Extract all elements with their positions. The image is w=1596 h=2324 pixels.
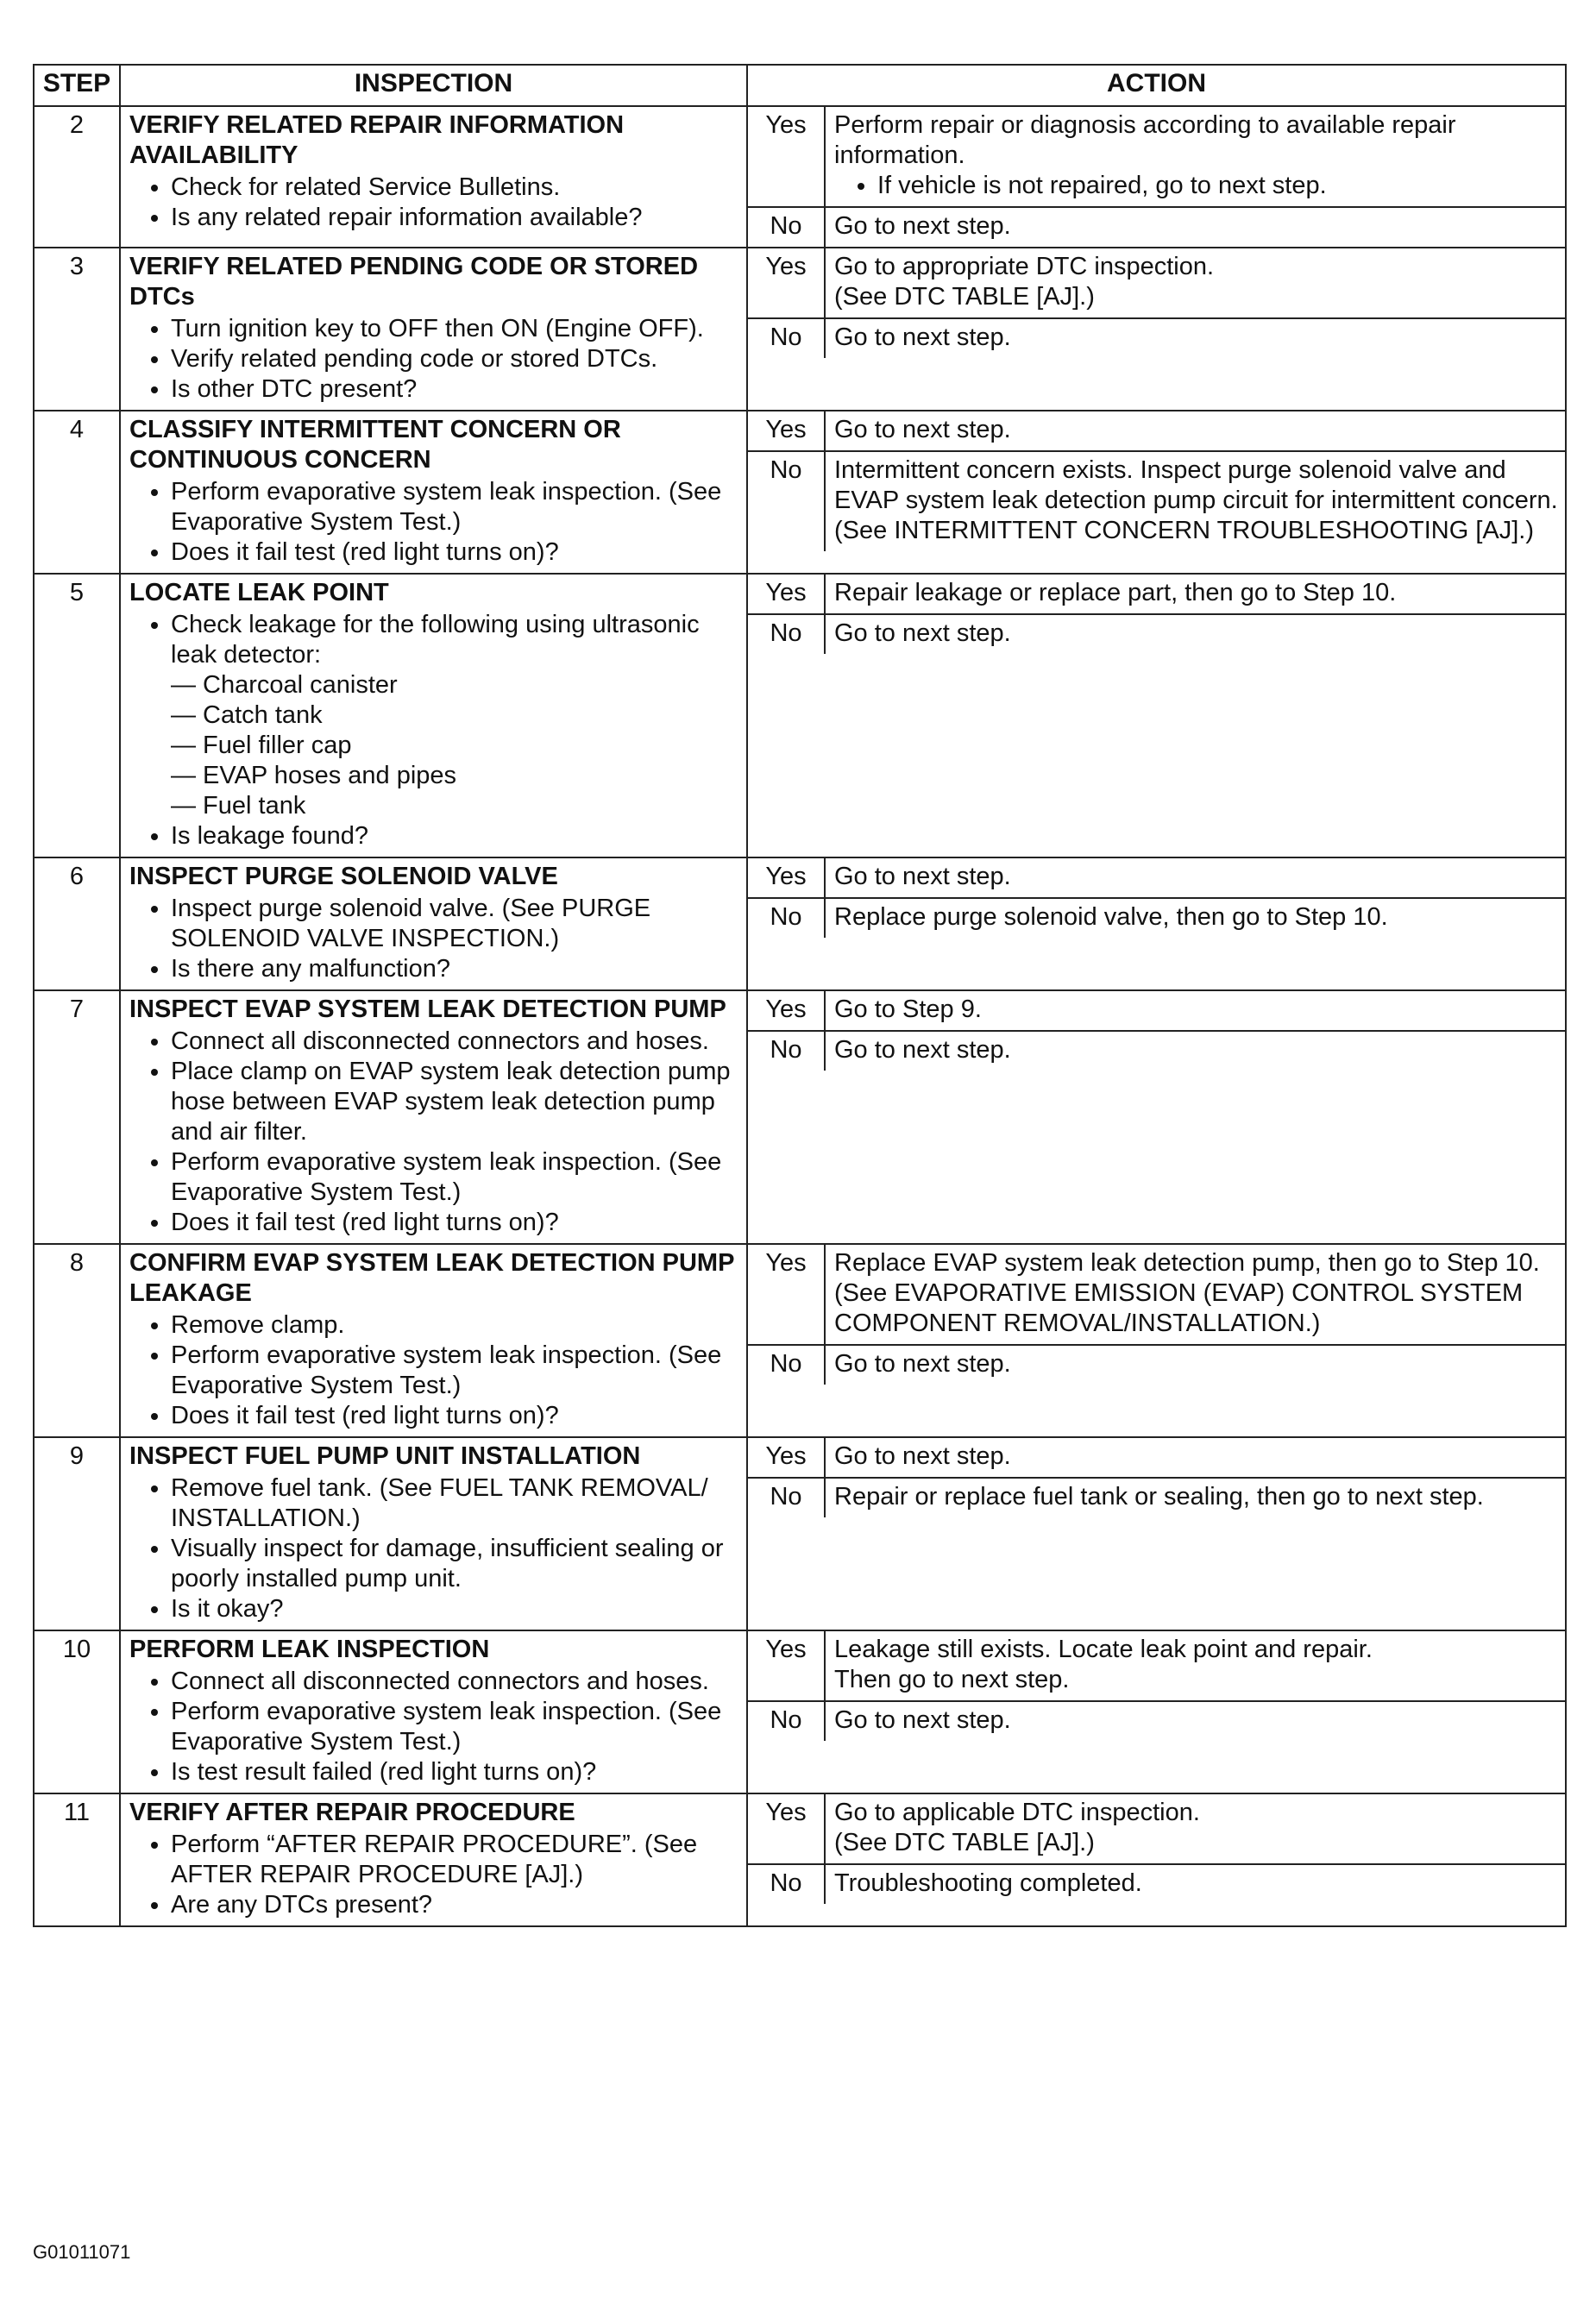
step-number: 7 <box>34 990 120 1244</box>
action-cell <box>747 990 1566 1244</box>
step-number: 10 <box>34 1630 120 1793</box>
inspection-bullet-text: Turn ignition key to OFF then ON (Engine OFF). <box>171 315 704 342</box>
inspection-subitem: — Catch tank <box>171 701 323 729</box>
action-text <box>825 1631 1565 1701</box>
step-row <box>34 1630 1566 1793</box>
answer-label: Yes <box>748 107 825 207</box>
inspection-bullet <box>171 1830 739 1890</box>
action-text <box>825 898 1565 938</box>
inspection-subitem: — Fuel filler cap <box>171 732 352 759</box>
action-text <box>825 318 1565 358</box>
inspection-cell <box>120 1793 747 1926</box>
inspection-subitem: — Fuel tank <box>171 792 306 820</box>
step-row <box>34 1793 1566 1926</box>
answer-label: No <box>748 898 825 938</box>
action-yes-row <box>748 1245 1565 1345</box>
inspection-bullet-text: Is there any malfunction? <box>171 955 451 983</box>
inspection-bullet-text: Perform evaporative system leak inspection. (See Evaporative System Test.) <box>171 478 722 536</box>
answer-label: Yes <box>748 1245 825 1345</box>
action-text <box>825 411 1565 451</box>
action-line: Repair or replace fuel tank or sealing, then go to next step. <box>834 1483 1484 1511</box>
answer-label: Yes <box>748 1631 825 1701</box>
action-text <box>825 107 1565 207</box>
inspection-bullet <box>171 1594 739 1624</box>
inspection-bullet <box>171 1057 739 1147</box>
inspection-bullet <box>171 1147 739 1208</box>
action-line: (See DTC TABLE [AJ].) <box>834 283 1095 311</box>
step-row <box>34 990 1566 1244</box>
action-text <box>825 248 1565 318</box>
inspection-bullet <box>171 314 739 344</box>
step-number: 2 <box>34 106 120 248</box>
inspection-bullets <box>129 314 739 405</box>
inspection-bullet-text: Perform evaporative system leak inspection. (See Evaporative System Test.) <box>171 1698 722 1756</box>
action-text <box>825 1864 1565 1904</box>
action-cell <box>747 857 1566 990</box>
action-line: Replace purge solenoid valve, then go to Step 10. <box>834 903 1388 931</box>
action-no-row <box>748 1031 1565 1071</box>
inspection-bullet <box>171 1401 739 1431</box>
troubleshooting-sheet <box>33 64 1565 1927</box>
answer-label: No <box>748 1701 825 1741</box>
action-line: Replace EVAP system leak detection pump, then go to Step 10. <box>834 1249 1540 1277</box>
inspection-bullet-text: Remove fuel tank. (See FUEL TANK REMOVAL/ INSTALLATION.) <box>171 1474 708 1532</box>
header-row <box>34 65 1566 106</box>
action-cell <box>747 1793 1566 1926</box>
step-row <box>34 1437 1566 1630</box>
inspection-bullets <box>129 1830 739 1920</box>
inspection-cell <box>120 857 747 990</box>
inspection-bullet <box>171 1890 739 1920</box>
answer-label: No <box>748 1031 825 1071</box>
inspection-bullet-text: Perform “AFTER REPAIR PROCEDURE”. (See AFTER REPAIR PROCEDURE [AJ].) <box>171 1831 698 1888</box>
action-subtable <box>748 1245 1565 1385</box>
step-row <box>34 248 1566 411</box>
action-no-row <box>748 614 1565 654</box>
header-inspection: INSPECTION <box>120 65 747 106</box>
inspection-bullet-text: Are any DTCs present? <box>171 1891 433 1919</box>
inspection-bullet <box>171 1341 739 1401</box>
inspection-bullet <box>171 1027 739 1057</box>
action-no-row <box>748 451 1565 551</box>
action-cell <box>747 411 1566 574</box>
action-line: Go to appropriate DTC inspection. <box>834 253 1215 280</box>
action-line: Then go to next step. <box>834 1666 1070 1693</box>
action-line: Go to next step. <box>834 1442 1011 1470</box>
inspection-bullet <box>171 344 739 374</box>
inspection-title: VERIFY RELATED PENDING CODE OR STORED DTCs <box>129 253 699 311</box>
inspection-sublist <box>171 670 739 821</box>
action-cell <box>747 1244 1566 1437</box>
inspection-title: INSPECT PURGE SOLENOID VALVE <box>129 863 558 890</box>
action-yes-row <box>748 248 1565 318</box>
inspection-bullets <box>129 1310 739 1431</box>
inspection-bullet-text: Remove clamp. <box>171 1311 345 1339</box>
inspection-cell <box>120 1437 747 1630</box>
inspection-cell <box>120 411 747 574</box>
step-number: 11 <box>34 1793 120 1926</box>
action-line: (See DTC TABLE [AJ].) <box>834 1829 1095 1856</box>
action-text <box>825 575 1565 614</box>
inspection-bullet-text: Is other DTC present? <box>171 375 418 403</box>
action-line: Go to next step. <box>834 212 1011 240</box>
action-line: Go to next step. <box>834 1706 1011 1734</box>
inspection-bullets <box>129 1027 739 1238</box>
inspection-title: VERIFY RELATED REPAIR INFORMATION AVAILABILITY <box>129 111 625 169</box>
action-yes-row <box>748 411 1565 451</box>
action-yes-row <box>748 858 1565 898</box>
inspection-bullet-text: Does it fail test (red light turns on)? <box>171 1402 559 1429</box>
action-subtable <box>748 991 1565 1071</box>
action-no-row <box>748 1864 1565 1904</box>
action-line: Leakage still exists. Locate leak point and repair. <box>834 1636 1373 1663</box>
inspection-bullet <box>171 537 739 568</box>
action-no-row <box>748 1701 1565 1741</box>
action-no-row <box>748 1478 1565 1517</box>
answer-label: No <box>748 207 825 247</box>
header-step: STEP <box>34 65 120 106</box>
action-text <box>825 614 1565 654</box>
inspection-bullet <box>171 894 739 954</box>
inspection-subitem: — Charcoal canister <box>171 671 398 699</box>
inspection-bullets <box>129 173 739 233</box>
action-line: Troubleshooting completed. <box>834 1869 1142 1897</box>
inspection-bullet <box>171 1310 739 1341</box>
action-line: Go to next step. <box>834 619 1011 647</box>
action-text <box>825 1478 1565 1517</box>
inspection-cell <box>120 574 747 857</box>
inspection-title: PERFORM LEAK INSPECTION <box>129 1636 490 1663</box>
action-cell <box>747 1437 1566 1630</box>
action-line: Intermittent concern exists. Inspect purge solenoid valve and EVAP system leak detection pump circuit for intermittent concern. <box>834 456 1558 514</box>
answer-label: No <box>748 1864 825 1904</box>
inspection-bullets <box>129 477 739 568</box>
inspection-bullets <box>129 1473 739 1624</box>
action-no-row <box>748 318 1565 358</box>
inspection-bullet-text: Verify related pending code or stored DTCs. <box>171 345 658 373</box>
inspection-bullet <box>171 821 739 851</box>
answer-label: No <box>748 1478 825 1517</box>
inspection-bullet <box>171 173 739 203</box>
answer-label: No <box>748 1345 825 1385</box>
inspection-bullet <box>171 1667 739 1697</box>
inspection-bullets <box>129 610 739 851</box>
action-yes-row <box>748 575 1565 614</box>
inspection-bullet-text: Is leakage found? <box>171 822 368 850</box>
inspection-bullet-text: Check for related Service Bulletins. <box>171 173 561 201</box>
inspection-bullet-text: Connect all disconnected connectors and hoses. <box>171 1027 709 1055</box>
answer-label: Yes <box>748 1794 825 1864</box>
step-row <box>34 857 1566 990</box>
action-text <box>825 991 1565 1031</box>
answer-label: Yes <box>748 248 825 318</box>
action-yes-row <box>748 107 1565 207</box>
inspection-bullet <box>171 1208 739 1238</box>
action-bullets <box>834 171 1560 201</box>
action-yes-row <box>748 1631 1565 1701</box>
action-line: Go to next step. <box>834 416 1011 443</box>
inspection-cell <box>120 1630 747 1793</box>
action-line: Go to next step. <box>834 1036 1011 1064</box>
inspection-bullet <box>171 1534 739 1594</box>
answer-label: Yes <box>748 858 825 898</box>
inspection-bullets <box>129 894 739 984</box>
answer-label: No <box>748 318 825 358</box>
action-text <box>825 1245 1565 1345</box>
action-bullet: • If vehicle is not repaired, go to next step. <box>877 171 1560 201</box>
action-no-row <box>748 207 1565 247</box>
action-yes-row <box>748 991 1565 1031</box>
inspection-bullet-text: Place clamp on EVAP system leak detection pump hose between EVAP system leak detection pump and air filter. <box>171 1058 731 1146</box>
action-line: Go to Step 9. <box>834 996 982 1023</box>
inspection-bullet <box>171 1757 739 1787</box>
action-subtable <box>748 107 1565 247</box>
answer-label: Yes <box>748 575 825 614</box>
step-row <box>34 106 1566 248</box>
action-subtable <box>748 575 1565 654</box>
action-subtable <box>748 1631 1565 1741</box>
header-action: ACTION <box>747 65 1566 106</box>
action-cell <box>747 574 1566 857</box>
action-line: (See INTERMITTENT CONCERN TROUBLESHOOTING [AJ].) <box>834 517 1535 544</box>
inspection-cell <box>120 106 747 248</box>
action-no-row <box>748 1345 1565 1385</box>
action-text <box>825 207 1565 247</box>
inspection-bullet <box>171 1697 739 1757</box>
inspection-bullet <box>171 1473 739 1534</box>
action-text <box>825 1794 1565 1864</box>
action-yes-row <box>748 1794 1565 1864</box>
action-subtable <box>748 248 1565 358</box>
inspection-bullet-text: Inspect purge solenoid valve. (See PURGE SOLENOID VALVE INSPECTION.) <box>171 895 651 952</box>
action-text <box>825 1438 1565 1478</box>
answer-label: No <box>748 614 825 654</box>
action-text <box>825 1031 1565 1071</box>
step-number: 4 <box>34 411 120 574</box>
inspection-subitem: — EVAP hoses and pipes <box>171 762 457 789</box>
action-no-row <box>748 898 1565 938</box>
inspection-bullet <box>171 203 739 233</box>
inspection-cell <box>120 1244 747 1437</box>
inspection-cell <box>120 990 747 1244</box>
action-text <box>825 451 1565 551</box>
action-line: (See EVAPORATIVE EMISSION (EVAP) CONTROL SYSTEM COMPONENT REMOVAL/INSTALLATION.) <box>834 1279 1524 1337</box>
action-cell <box>747 248 1566 411</box>
inspection-title: INSPECT EVAP SYSTEM LEAK DETECTION PUMP <box>129 996 726 1023</box>
inspection-cell <box>120 248 747 411</box>
action-line: Go to next step. <box>834 1350 1011 1378</box>
inspection-bullet-text: Does it fail test (red light turns on)? <box>171 1209 559 1236</box>
step-number: 5 <box>34 574 120 857</box>
inspection-title: CONFIRM EVAP SYSTEM LEAK DETECTION PUMP LEAKAGE <box>129 1249 734 1307</box>
action-text <box>825 858 1565 898</box>
inspection-bullet-text: Does it fail test (red light turns on)? <box>171 538 559 566</box>
inspection-bullet-text: Perform evaporative system leak inspection. (See Evaporative System Test.) <box>171 1341 722 1399</box>
inspection-bullet-text: Is it okay? <box>171 1595 284 1623</box>
step-number: 9 <box>34 1437 120 1630</box>
inspection-bullet-text: Visually inspect for damage, insufficient sealing or poorly installed pump unit. <box>171 1535 724 1592</box>
inspection-bullet <box>171 610 739 821</box>
answer-label: Yes <box>748 411 825 451</box>
action-cell <box>747 1630 1566 1793</box>
inspection-bullet <box>171 477 739 537</box>
step-row <box>34 574 1566 857</box>
action-line: Go to applicable DTC inspection. <box>834 1799 1200 1826</box>
action-subtable <box>748 858 1565 938</box>
inspection-title: LOCATE LEAK POINT <box>129 579 389 606</box>
inspection-bullet <box>171 954 739 984</box>
action-line: Perform repair or diagnosis according to available repair information. <box>834 111 1456 169</box>
inspection-bullet <box>171 374 739 405</box>
step-number: 3 <box>34 248 120 411</box>
step-number: 6 <box>34 857 120 990</box>
inspection-bullet-text: Check leakage for the following using ultrasonic leak detector: <box>171 611 700 669</box>
inspection-title: CLASSIFY INTERMITTENT CONCERN OR CONTINUOUS CONCERN <box>129 416 621 474</box>
action-line: Go to next step. <box>834 323 1011 351</box>
action-line: Go to next step. <box>834 863 1011 890</box>
answer-label: Yes <box>748 991 825 1031</box>
action-subtable <box>748 411 1565 551</box>
step-row <box>34 1244 1566 1437</box>
action-subtable <box>748 1794 1565 1904</box>
action-line: Repair leakage or replace part, then go to Step 10. <box>834 579 1397 606</box>
inspection-bullet-text: Connect all disconnected connectors and hoses. <box>171 1668 709 1695</box>
inspection-bullet-text: Is test result failed (red light turns on)? <box>171 1758 597 1786</box>
step-row <box>34 411 1566 574</box>
inspection-bullet-text: Perform evaporative system leak inspection. (See Evaporative System Test.) <box>171 1148 722 1206</box>
action-subtable <box>748 1438 1565 1517</box>
action-text <box>825 1701 1565 1741</box>
troubleshooting-table <box>33 64 1567 1927</box>
action-text <box>825 1345 1565 1385</box>
inspection-title: VERIFY AFTER REPAIR PROCEDURE <box>129 1799 575 1826</box>
answer-label: No <box>748 451 825 551</box>
step-number: 8 <box>34 1244 120 1437</box>
inspection-title: INSPECT FUEL PUMP UNIT INSTALLATION <box>129 1442 641 1470</box>
action-cell <box>747 106 1566 248</box>
inspection-bullets <box>129 1667 739 1787</box>
answer-label: Yes <box>748 1438 825 1478</box>
figure-id: G01011071 <box>33 2241 131 2263</box>
inspection-bullet-text: Is any related repair information available? <box>171 204 643 231</box>
action-yes-row <box>748 1438 1565 1478</box>
